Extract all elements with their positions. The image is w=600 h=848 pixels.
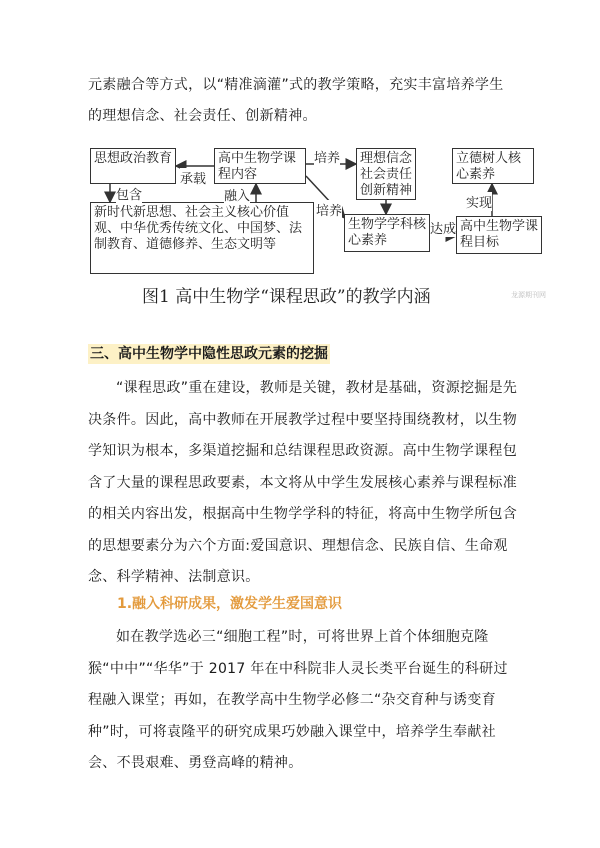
label-rong-ru: 融入 bbox=[224, 185, 250, 204]
box-ideological-education: 思想政治教育 bbox=[90, 148, 176, 184]
section-title bbox=[88, 343, 330, 363]
box-beliefs: 理想信念社会责任创新精神 bbox=[356, 148, 416, 200]
figure-caption: 图1 高中生物学“课程思政”的教学内涵 bbox=[142, 287, 431, 307]
label-cheng-zai: 承载 bbox=[180, 168, 206, 187]
box-course-goal: 高中生物学课程目标 bbox=[456, 216, 542, 254]
watermark: 龙源期刊网 bbox=[511, 291, 546, 299]
box-core-values: 立德树人核心素养 bbox=[452, 148, 534, 184]
intro-line-1: 元素融合等方式，以“精准滴灌”式的教学策略，充实丰富培养学生 bbox=[88, 77, 504, 93]
label-pei-yang-1: 培养 bbox=[314, 147, 340, 166]
subsection-title: 1.融入科研成果，激发学生爱国意识 bbox=[117, 596, 343, 612]
figure-diagram bbox=[88, 144, 548, 316]
section-title-text: 三、高中生物学中隐性思政元素的挖掘 bbox=[90, 346, 328, 362]
subsection-paragraph: 如在教学选必三“细胞工程”时，可将世界上首个体细胞克隆猴“中中”“华华”于 2017 年在中科院非人灵长类平台诞生的科研过程融入课堂；再如，在教学高中生物学必修二“杂交育种与诱变育种”时，可将袁隆平的研究成果巧妙融入课堂中，培养学生奉献社会、不畏艰难、勇登高峰的精神。 bbox=[88, 629, 508, 771]
label-da-cheng: 达成 bbox=[430, 218, 456, 237]
box-new-era-thought: 新时代新思想、社会主义核心价值观、中华优秀传统文化、中国梦、法制教育、道德修养、生态文明等 bbox=[90, 202, 314, 274]
intro-line-2: 的理想信念、社会责任、创新精神。 bbox=[88, 108, 317, 124]
section-paragraph: “课程思政”重在建设，教师是关键，教材是基础，资源挖掘是先决条件。因此，高中教师在开展教学过程中要坚持围绕教材，以生物学知识为根本，多渠道挖掘和总结课程思政资源。高中生物学课程包含了大量的课程思政要素，本文将从中学生发展核心素养与课程标准的相关内容出发，根据高中生物学学科的特征，将高中生物学所包含的思想要素分为六个方面:爱国意识、理想信念、民族自信、生命观念、科学精神、法制意识。 bbox=[88, 380, 518, 585]
label-pei-yang-2: 培养 bbox=[316, 200, 342, 219]
label-bao-han: 包含 bbox=[116, 184, 142, 203]
box-bio-literacy: 生物学学科核心素养 bbox=[344, 214, 430, 252]
label-shi-xian: 实现 bbox=[466, 192, 492, 211]
box-course-content: 高中生物学课程内容 bbox=[214, 148, 306, 184]
